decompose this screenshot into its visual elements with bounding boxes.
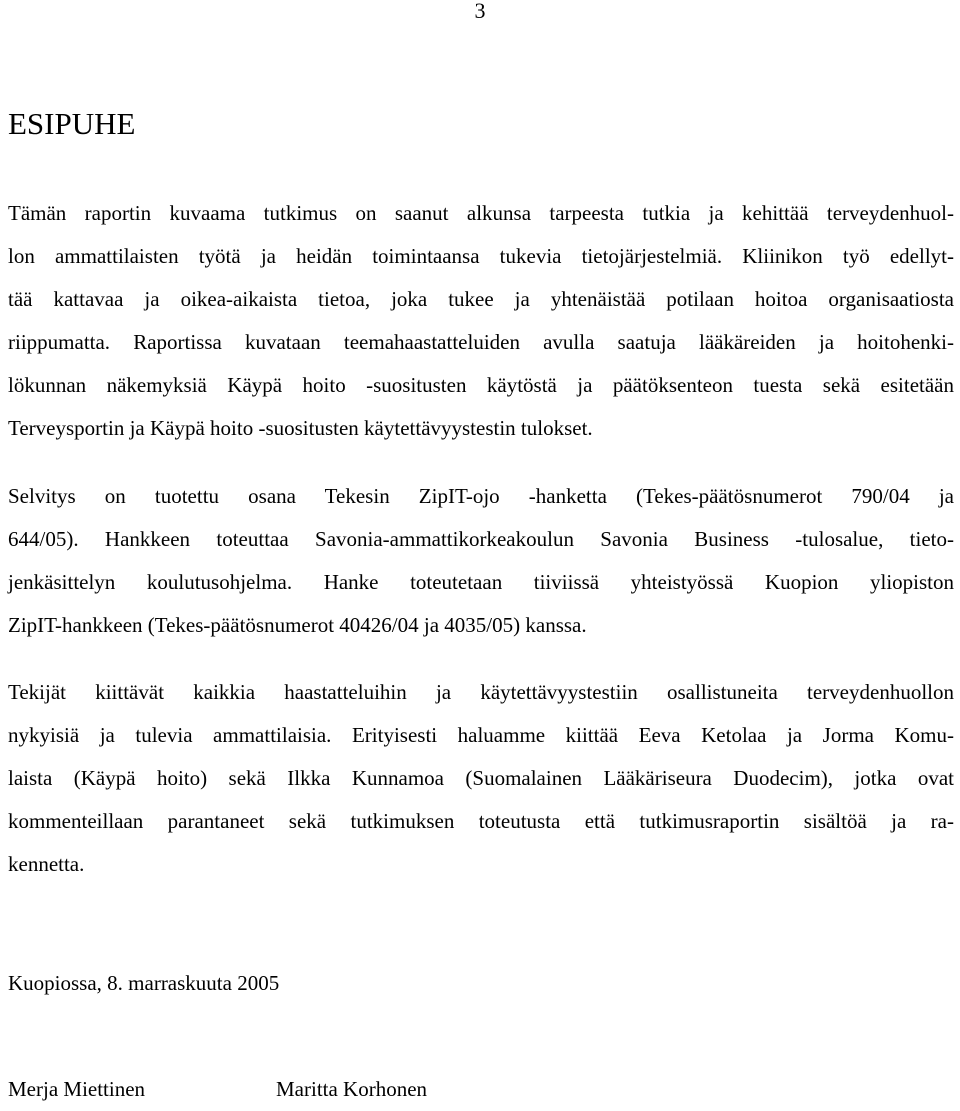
paragraph-acknowledgements (8, 671, 954, 886)
text-line: Tekijät kiittävät kaikkia haastatteluihin ja käytettävyystestiin osallistuneita terveydenhuollon (8, 680, 954, 704)
paragraph-project (8, 475, 954, 647)
text-line: kommenteillaan parantaneet sekä tutkimuksen toteutusta että tutkimusraportin sisältöä ja ra- (8, 809, 954, 833)
place-and-date: Kuopiossa, 8. marraskuuta 2005 (8, 971, 280, 995)
paragraph-intro (8, 192, 954, 450)
signatory-name: Maritta Korhonen (276, 1077, 428, 1101)
text-line: nykyisiä ja tulevia ammattilaisia. Erityisesti haluamme kiittää Eeva Ketolaa ja Jorma Komu- (8, 723, 954, 747)
text-line: tää kattavaa ja oikea-aikaista tietoa, joka tukee ja yhtenäistää potilaan hoitoa organisaatiosta (8, 287, 954, 311)
page-number: 3 (474, 0, 486, 23)
text-line: riippumatta. Raportissa kuvataan teemahaastatteluiden avulla saatuja lääkäreiden ja hoitohenki- (8, 330, 954, 354)
text-line: Selvitys on tuotettu osana Tekesin ZipIT-ojo -hanketta (Tekes-päätösnumerot 790/04 ja (8, 484, 954, 508)
text-line: lökunnan näkemyksiä Käypä hoito -suositusten käytöstä ja päätöksenteon tuesta sekä esitetään (8, 373, 954, 397)
text-line: Tämän raportin kuvaama tutkimus on saanut alkunsa tarpeesta tutkia ja kehittää terveydenhuol- (8, 201, 954, 225)
signatory-name: Merja Miettinen (8, 1077, 146, 1101)
text-line: ZipIT-hankkeen (Tekes-päätösnumerot 40426/04 ja 4035/05) kanssa. (8, 613, 587, 637)
text-line: 644/05). Hankkeen toteuttaa Savonia-ammattikorkeakoulun Savonia Business -tulosalue, tieto- (8, 527, 954, 551)
page-title: ESIPUHE (8, 106, 136, 141)
text-line: jenkäsittelyn koulutusohjelma. Hanke toteutetaan tiiviissä yhteistyössä Kuopion yliopiston (8, 570, 954, 594)
text-line: kennetta. (8, 852, 85, 876)
text-line: lon ammattilaisten työtä ja heidän toimintaansa tukevia tietojärjestelmiä. Kliinikon työ edellyt- (8, 244, 954, 268)
text-line: laista (Käypä hoito) sekä Ilkka Kunnamoa (Suomalainen Lääkäriseura Duodecim), jotka ovat (8, 766, 954, 790)
text-line: Terveysportin ja Käypä hoito -suositusten käytettävyystestin tulokset. (8, 416, 593, 440)
